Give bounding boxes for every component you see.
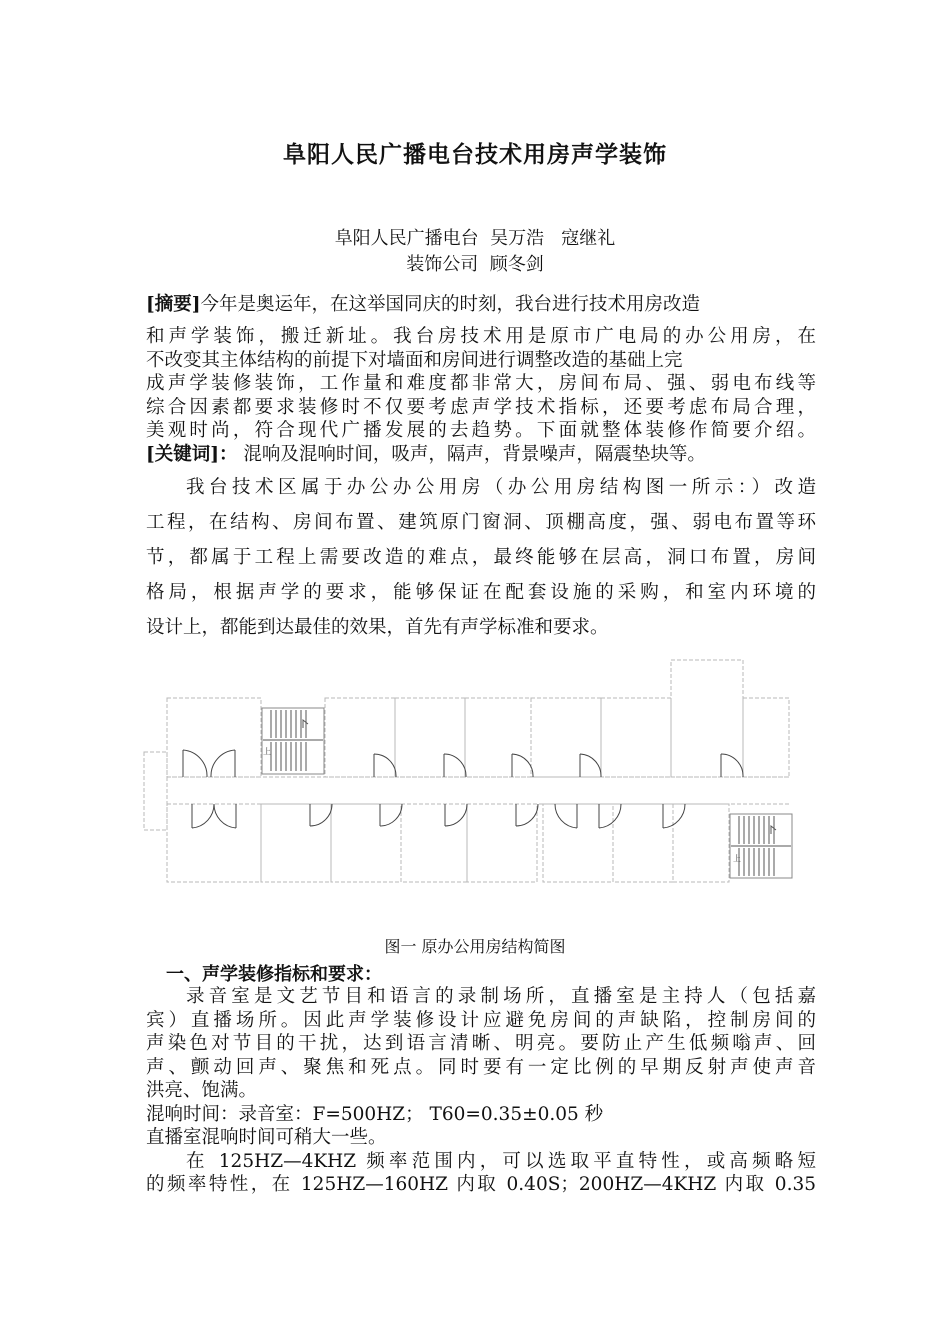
- section-line-9: 的频率特性，在 125HZ—160HZ 内取 0.40S；200HZ—4KHZ 内取 0.35: [146, 1174, 816, 1195]
- plan-room-top-tall: [671, 660, 743, 777]
- abstract-tag: [摘要]: [146, 294, 201, 315]
- plan-room-bottom-1: [167, 804, 261, 882]
- section-line-5: 洪亮、饱满。: [146, 1080, 258, 1101]
- plan-room-bottom-7: [613, 804, 673, 882]
- plan-doors: [183, 750, 743, 828]
- plan-room-top-1: [167, 698, 261, 777]
- abstract-line-4: 成声学装修装饰，工作量和难度都非常大，房间布局、强、弱电布线等: [146, 373, 816, 394]
- section-1-body: [146, 985, 816, 1197]
- plan-stair-left-label: 上: [263, 747, 271, 756]
- plan-stair-right: [730, 814, 792, 878]
- plan-room-bottom-8: [673, 804, 729, 882]
- plan-room-bottom-4: [401, 804, 467, 882]
- intro-paragraph: [146, 470, 816, 645]
- plan-room-top-2: [325, 698, 395, 777]
- plan-room-left-annex: [144, 752, 167, 830]
- plan-stair-left: [262, 708, 324, 774]
- figure-caption: 图一 原办公用房结构简图: [384, 937, 566, 956]
- keywords-text: 混响及混响时间，吸声，隔声，背景噪声，隔震垫块等。: [237, 443, 706, 465]
- plan-room-bottom-3: [331, 804, 401, 882]
- reverb-note-line: 直播室混响时间可稍大一些。: [146, 1127, 387, 1148]
- section-line-4: 声、颤动回声、聚焦和死点。同时要有一定比例的早期反射声使声音: [146, 1056, 816, 1078]
- plan-room-top-4: [465, 698, 531, 777]
- plan-stair-right-label: 上: [733, 854, 741, 863]
- intro-line-4: 格局，根据声学的要求，能够保证在配套设施的采购，和室内环境的: [146, 582, 816, 603]
- keywords-tag: [关键词]：: [146, 443, 238, 465]
- abstract-line-6: 美观时尚，符合现代广播发展的去趋势。下面就整体装修作简要介绍。: [146, 420, 816, 441]
- intro-line-2: 工程，在结构、房间布置、建筑原门窗洞、顶棚高度，强、弱电布置等环: [146, 512, 816, 533]
- authors-block: [0, 226, 950, 278]
- plan-room-top-6: [601, 698, 671, 777]
- abstract-line-5: 综合因素都要求装修时不仅要考虑声学技术指标，还要考虑布局合理，: [146, 396, 816, 418]
- intro-line-3: 节，都属于工程上需要改造的难点，最终能够在层高，洞口布置，房间: [146, 547, 816, 568]
- reverb-spec-line: 混响时间：录音室：F=500HZ； T60=0.35±0.05 秒: [146, 1103, 604, 1125]
- document-title: 阜阳人民广播电台技术用房声学装饰: [283, 142, 667, 168]
- intro-line-5: 设计上，都能到达最佳的效果，首先有声学标准和要求。: [146, 617, 609, 638]
- section-line-2: 宾）直播场所。因此声学装修设计应避免房间的声缺陷，控制房间的: [146, 1009, 816, 1031]
- section-line-3: 声染色对节目的干扰，达到语言清晰、明亮。要防止产生低频嗡声、回: [146, 1033, 816, 1054]
- abstract-line-3: 不改变其主体结构的前提下对墙面和房间进行调整改造的基础上完: [146, 349, 683, 371]
- authors-line-2: 装饰公司 顾冬剑: [406, 254, 544, 275]
- plan-room-top-5: [531, 698, 601, 777]
- plan-room-bottom-2: [261, 804, 331, 882]
- intro-line-1: 我台技术区属于办公办公用房（办公用房结构图一所示：）改造: [186, 477, 816, 498]
- abstract-line-1: [摘要]今年是奥运年，在这举国同庆的时刻，我台进行技术用房改造: [146, 294, 701, 315]
- abstract-block: [146, 285, 816, 466]
- keywords-line: [146, 443, 816, 467]
- floor-plan-figure: [143, 658, 803, 890]
- authors-line-1: 阜阳人民广播电台 吴万浩 寇继礼: [334, 228, 616, 249]
- section-heading-1: 一、声学装修指标和要求：: [166, 964, 382, 985]
- section-line-1: 录音室是文艺节目和语言的录制场所，直播室是主持人（包括嘉: [186, 986, 816, 1007]
- abstract-line-2: 和声学装饰，搬迁新址。我台房技术用是原市广电局的办公用房，在: [146, 326, 816, 347]
- plan-room-top-3: [395, 698, 465, 777]
- section-line-8: 在 125HZ—4KHZ 频率范围内，可以选取平直特性，或高频略短: [186, 1150, 816, 1172]
- plan-room-top-end: [743, 698, 789, 777]
- plan-room-bottom-6: [543, 804, 613, 882]
- plan-room-bottom-5: [467, 804, 537, 882]
